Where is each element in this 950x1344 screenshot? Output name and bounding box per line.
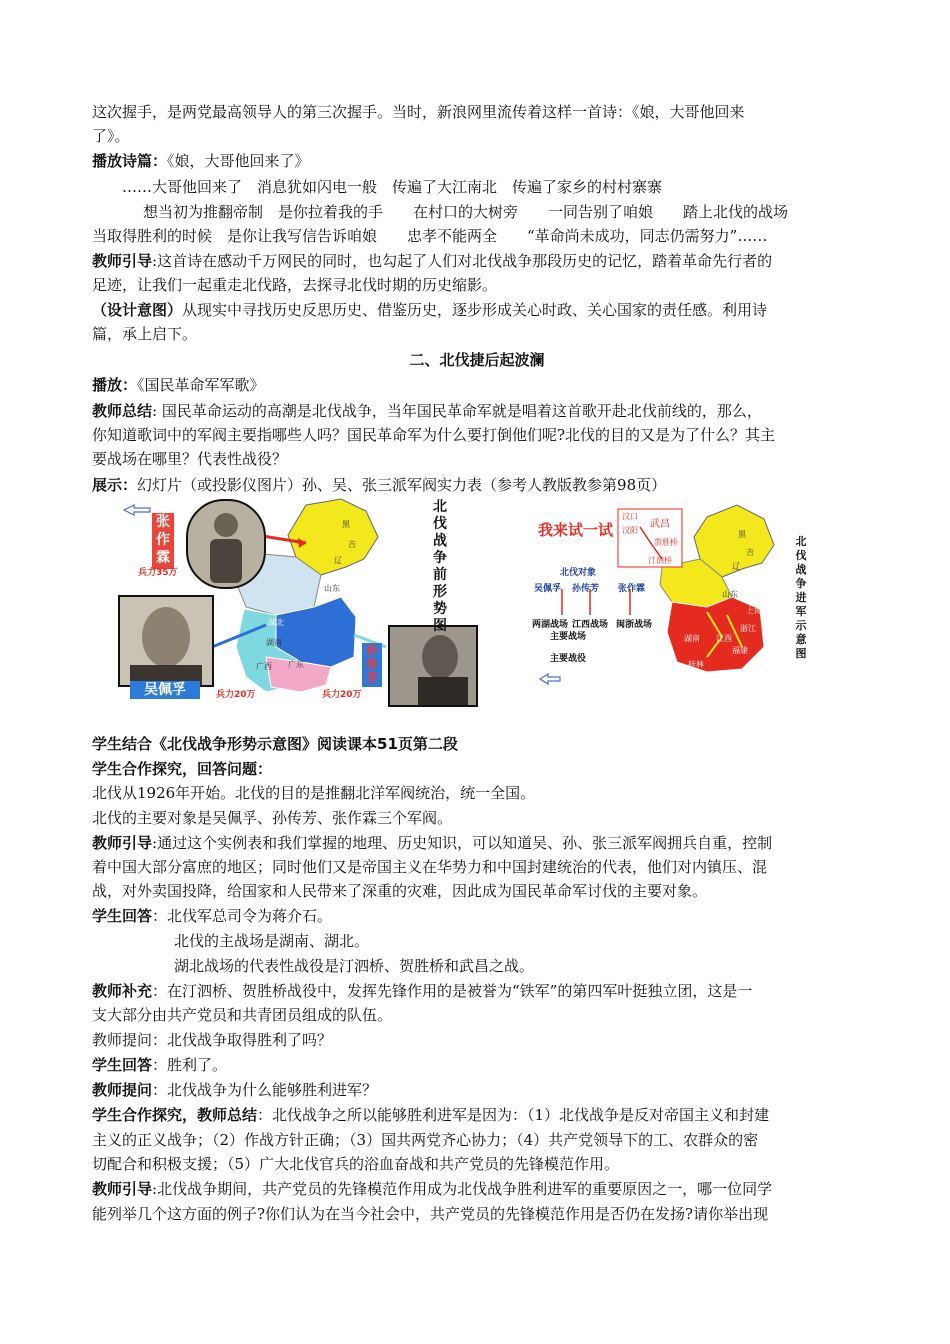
line-text: :通过这个实例表和我们掌握的地理、历史知识，可以知道吴、孙、张三派军阀拥兵自重，控制 [152, 834, 773, 852]
target-name: 孙传芳 [572, 584, 600, 594]
paragraph-line [92, 374, 862, 396]
map-label: 山东 [722, 590, 738, 599]
paragraph-line: 能列举几个这方面的例子?你们认为在当今社会中，共产党员的先锋模范作用是否仍在发扬?请你举出现 [92, 1205, 769, 1223]
line-text: ：北伐战争之所以能够胜利进军是因为：（1）北伐战争是反对帝国主义和封建 [257, 1106, 770, 1124]
try-label: 我来试一试 [538, 521, 614, 539]
paragraph-line [92, 980, 862, 1002]
map-label: 山东 [324, 584, 340, 593]
back-arrow-icon [124, 505, 150, 515]
back-arrow-icon [540, 674, 560, 684]
paragraph-line [92, 150, 862, 172]
paragraph-line: 你知道歌词中的军阀主要指哪些人吗？国民革命军为什么要打倒他们呢?北伐的目的又是为了什么？其主 [92, 426, 776, 444]
paragraph-line: 足迹，让我们一起重走北伐路，去探寻北伐时期的历史缩影。 [92, 276, 498, 294]
label-bold: 教师补充 [92, 982, 153, 1000]
inset-label: 武昌 [650, 519, 670, 530]
paragraph-line: 切配合和积极支援；（5）广大北伐官兵的浴血奋战和共产党员的先锋模范作用。 [92, 1155, 620, 1173]
poem-line: 当取得胜利的时候 是你让我写信告诉咱娘 忠孝不能两全 “革命尚未成功，同志仍需努力”…… [92, 227, 768, 245]
map-label: 广东 [288, 660, 304, 669]
paragraph-line: 北伐的主战场是湖南、湖北。 [174, 932, 370, 950]
line-text: ：北伐军总司令为蒋介石。 [152, 907, 333, 925]
paragraph-line [92, 299, 862, 321]
map-label: 湖南 [266, 638, 282, 647]
map-label: 浙江 [740, 624, 756, 633]
section-title: 二、北伐捷后起波澜 [409, 351, 545, 369]
paragraph-line: 支大部分由共产党员和共青团员组成的队伍。 [92, 1006, 393, 1024]
paragraph-line: 湖北战场的代表性战役是汀泗桥、贺胜桥和武昌之战。 [174, 957, 535, 975]
paragraph-line: 教师提问：北伐战争取得胜利了吗？ [92, 1031, 333, 1049]
paragraph-line: 主义的正义战争；（2）作战方针正确；（3）国共两党齐心协力；（4）共产党领导下的工、农群众的密 [92, 1131, 759, 1149]
paragraph-line [92, 832, 862, 854]
paragraph-line [92, 1054, 862, 1076]
target-label: 北伐对象 [560, 568, 597, 578]
zhang-name-badge: 张作霖 [152, 513, 174, 569]
battlefield: 两湖战场 [532, 620, 569, 630]
sun-name-badge: 孙传芳 [362, 643, 382, 687]
label-bold: 学生回答 [92, 1056, 153, 1074]
zhang-force: 兵力35万 [138, 568, 178, 578]
map-label: 辽 [334, 556, 342, 565]
paragraph-line: 这次握手，是两党最高领导人的第三次握手。当时，新浪网里流传着这样一首诗：《娘，大哥他回来 [92, 103, 745, 121]
label-bold: 教师引导 [92, 834, 153, 852]
target-name: 张作霖 [618, 584, 646, 594]
line-text: 《娘，大哥他回来了》 [167, 152, 310, 170]
paragraph-line [92, 474, 862, 496]
wu-name-badge: 吴佩孚 [130, 681, 200, 699]
paragraph-line: 学生结合《北伐战争形势示意图》阅读课本51页第二段 [92, 735, 458, 753]
battlefield: 闽浙战场 [616, 620, 653, 630]
map-label: 吉 [746, 548, 754, 557]
battlefield: 江西战场 [572, 620, 609, 630]
map-label: 黑 [738, 530, 746, 539]
wu-portrait [118, 595, 214, 687]
map-label: 吉 [348, 540, 356, 549]
paragraph-line: 篇，承上启下。 [92, 325, 198, 343]
target-name: 吴佩孚 [534, 584, 562, 594]
main-battle-label: 主要战役 [550, 654, 587, 664]
paragraph-line: 着中国大部分富庶的地区；同时他们又是帝国主义在华势力和中国封建统治的代表，他们对内镇压、混 [92, 858, 768, 876]
poem-line: 想当初为推翻帝制 是你拉着我的手 在村口的大树旁 一同告别了咱娘 踏上北伐的战场 [143, 203, 789, 221]
label-bold: 教师总结 [92, 402, 153, 420]
portrait-figure-icon [188, 501, 264, 587]
inset-label: 汀泗桥 [648, 556, 672, 565]
inset-label: 汉口 [622, 512, 638, 521]
label-bold: 展示： [92, 476, 138, 494]
line-text: : 国民革命运动的高潮是北伐战争，当年国民革命军就是唱着这首歌开赴北伐前线的，那么， [152, 402, 762, 420]
paragraph-line: 北伐从1926年开始。北伐的目的是推翻北洋军阀统治，统一全国。 [92, 784, 536, 802]
map-label: 江西 [716, 634, 732, 643]
line-text: :这首诗在感动千万网民的同时，也勾起了人们对北伐战争那段历史的记忆，踏着革命先行者的 [152, 252, 773, 270]
line-text: 从现实中寻找历史反思历史、借鉴历史，逐步形成关心时政、关心国家的责任感。利用诗 [182, 301, 768, 319]
map-label: 湖南 [684, 634, 700, 643]
label-bold: 教师提问 [92, 1081, 153, 1099]
label-bold: 播放诗篇： [92, 152, 168, 170]
figure-pre-war-map [116, 497, 476, 705]
map-label: 上海 [746, 606, 762, 615]
line-text: :北伐战争期间，共产党员的先锋模范作用成为北伐战争胜利进军的重要原因之一，哪一位同学 [152, 1180, 773, 1198]
paragraph-line: 要战场在哪里？代表性战役？ [92, 450, 288, 468]
map-label: 广西 [256, 662, 272, 671]
label-bold: 教师引导 [92, 252, 153, 270]
line-text: 《国民革命军军歌》 [137, 376, 265, 394]
map-label: 湖北 [268, 618, 284, 627]
paragraph-line [92, 1079, 862, 1101]
paragraph-line [92, 1104, 862, 1126]
map-label: 桂林 [688, 660, 704, 669]
paragraph-line [92, 250, 862, 272]
label-bold: 教师引导 [92, 1180, 153, 1198]
label-bold: 学生合作探究，教师总结 [92, 1106, 258, 1124]
paragraph-line [92, 400, 862, 422]
line-text: ：北伐战争为什么能够胜利进军？ [152, 1081, 378, 1099]
sun-portrait [388, 625, 478, 707]
inset-label: 汉阳 [622, 526, 638, 535]
line-text: ：胜利了。 [152, 1056, 228, 1074]
inset-label: 贺胜桥 [654, 538, 678, 547]
figure-advance-map [532, 497, 832, 693]
line-text: 幻灯片（或投影仪图片）孙、吴、张三派军阀实力表（参考人教版教参第98页） [137, 476, 667, 494]
paragraph-line: 学生合作探究，回答问题： [92, 760, 273, 778]
portrait-face-icon [390, 627, 476, 705]
label-bold: 播放： [92, 376, 138, 394]
zhang-portrait [186, 499, 266, 589]
paragraph-line [92, 1178, 862, 1200]
paragraph-line: 北伐的主要对象是吴佩孚、孙传芳、张作霖三个军阀。 [92, 809, 453, 827]
label-bold: 学生回答 [92, 907, 153, 925]
sun-force: 兵力20万 [322, 690, 362, 700]
main-field-label: 主要战场 [550, 632, 587, 642]
wu-force: 兵力20万 [216, 690, 256, 700]
map-label: 辽 [732, 562, 740, 571]
figure-title-vertical: 北伐战争进军示意图 [795, 535, 807, 660]
poem-line: ……大哥他回来了 消息犹如闪电一般 传遍了大江南北 传遍了家乡的村村寨寨 [122, 178, 663, 196]
line-text: ：在汀泗桥、贺胜桥战役中，发挥先锋作用的是被誉为“铁军”的第四军叶挺独立团，这是一 [152, 982, 753, 1000]
portrait-face-icon [120, 597, 212, 685]
paragraph-line [92, 905, 862, 927]
paragraph-line: 战，对外卖国投降，给国家和人民带来了深重的灾难，因此成为国民革命军讨伐的主要对象。 [92, 882, 708, 900]
figure-title-vertical: 北伐战争前形势图 [433, 499, 447, 634]
paragraph-line: 了》。 [92, 127, 130, 145]
map-label: 黑 [342, 520, 350, 529]
label-bold: （设计意图） [92, 301, 183, 319]
map-label: 福建 [732, 646, 748, 655]
